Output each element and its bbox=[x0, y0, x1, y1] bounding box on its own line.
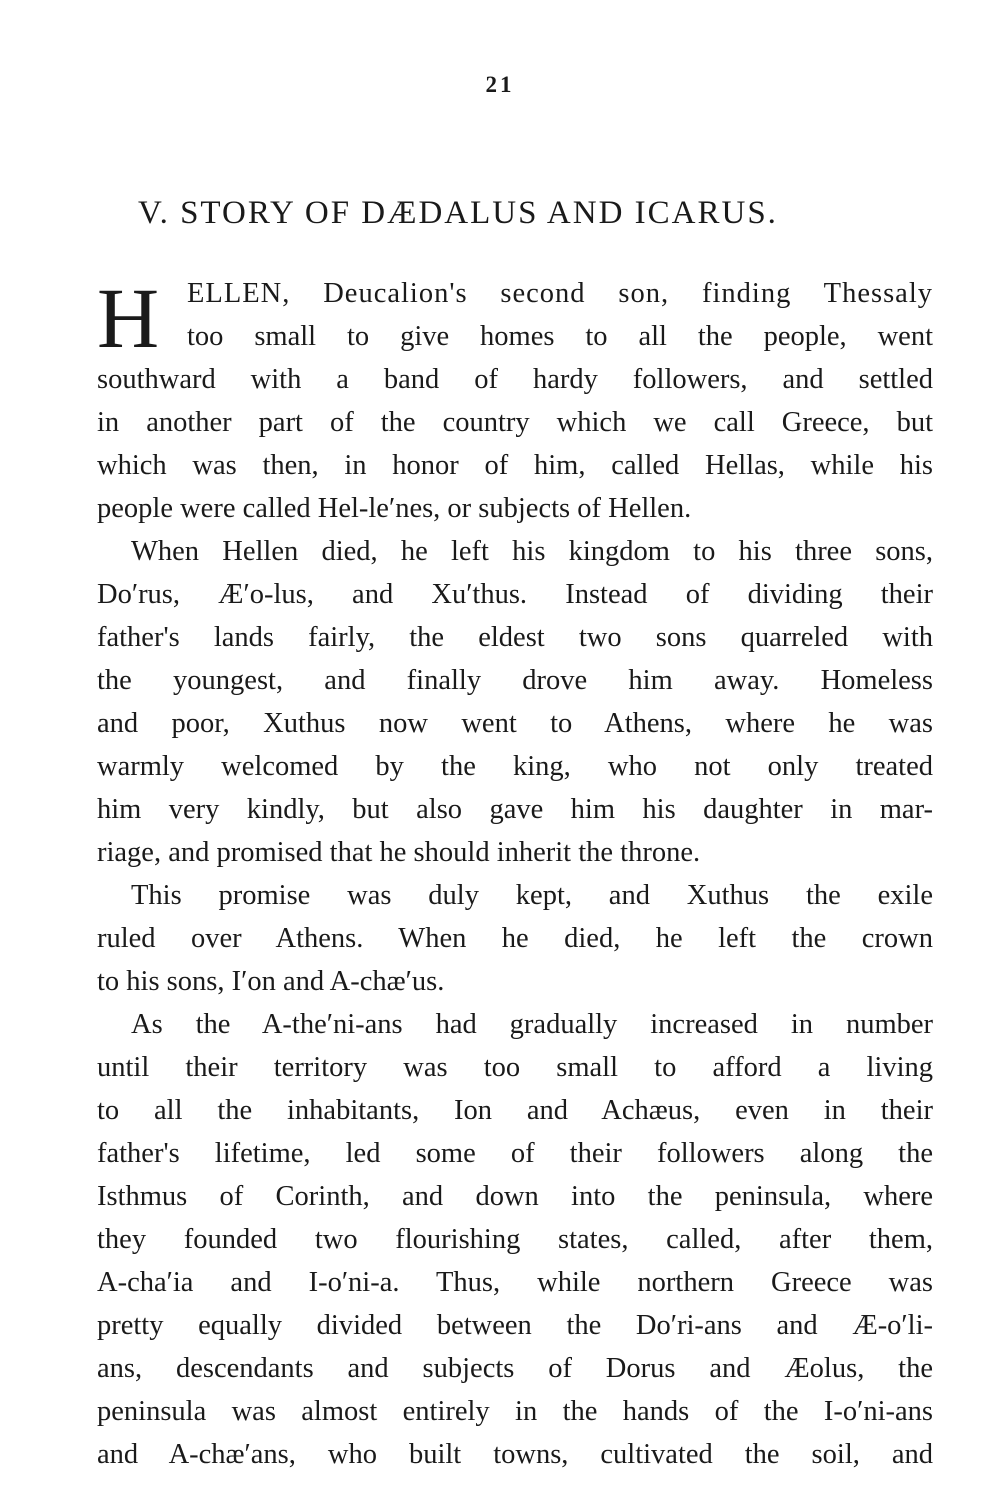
text-line: As the A-the′ni-ans had gradually increased in number bbox=[131, 1009, 933, 1040]
text-line: southward with a band of hardy followers, and settled bbox=[97, 364, 933, 395]
text-line: the youngest, and finally drove him away. Homeless bbox=[97, 665, 933, 696]
text-line: ans, descendants and subjects of Dorus and Æolus, the bbox=[97, 1353, 933, 1384]
text-line: Isthmus of Corinth, and down into the peninsula, where bbox=[97, 1181, 933, 1212]
page-number: 21 bbox=[485, 72, 515, 97]
text-line: people were called Hel-le′nes, or subjects of Hellen. bbox=[97, 493, 692, 524]
text-line: peninsula was almost entirely in the hands of the I-o′ni-ans bbox=[97, 1396, 933, 1427]
text-line: in another part of the country which we call Greece, but bbox=[97, 407, 933, 438]
text-line: father's lands fairly, the eldest two sons quarreled with bbox=[97, 622, 933, 653]
text-line: ruled over Athens. When he died, he left the crown bbox=[97, 923, 933, 954]
text-line: to his sons, I′on and A-chæ′us. bbox=[97, 966, 445, 997]
text-line: and A-chæ′ans, who built towns, cultivated the soil, and bbox=[97, 1439, 933, 1470]
text-line: until their territory was too small to afford a living bbox=[97, 1052, 933, 1083]
text-line: pretty equally divided between the Do′ri-ans and Æ-o′li- bbox=[97, 1310, 933, 1341]
text-line: This promise was duly kept, and Xuthus the exile bbox=[131, 880, 933, 911]
text-line: him very kindly, but also gave him his daughter in mar- bbox=[97, 794, 933, 825]
chapter-title: V. STORY OF DÆDALUS AND ICARUS. bbox=[138, 195, 778, 231]
drop-cap: H bbox=[97, 270, 160, 366]
text-line: ELLEN, Deucalion's second son, finding Thessaly bbox=[187, 278, 933, 309]
text-line: to all the inhabitants, Ion and Achæus, even in their bbox=[97, 1095, 933, 1126]
text-line: which was then, in honor of him, called Hellas, while his bbox=[97, 450, 933, 481]
text-line: father's lifetime, led some of their followers along the bbox=[97, 1138, 933, 1169]
text-line: Do′rus, Æ′o-lus, and Xu′thus. Instead of dividing their bbox=[97, 579, 933, 610]
body-text bbox=[97, 272, 933, 1476]
text-line: A-cha′ia and I-o′ni-a. Thus, while northern Greece was bbox=[97, 1267, 933, 1298]
text-line: riage, and promised that he should inherit the throne. bbox=[97, 837, 701, 868]
text-line: too small to give homes to all the people, went bbox=[187, 321, 933, 352]
text-line: and poor, Xuthus now went to Athens, where he was bbox=[97, 708, 933, 739]
text-line: they founded two flourishing states, called, after them, bbox=[97, 1224, 933, 1255]
text-line: When Hellen died, he left his kingdom to his three sons, bbox=[131, 536, 933, 567]
text-line: warmly welcomed by the king, who not only treated bbox=[97, 751, 933, 782]
